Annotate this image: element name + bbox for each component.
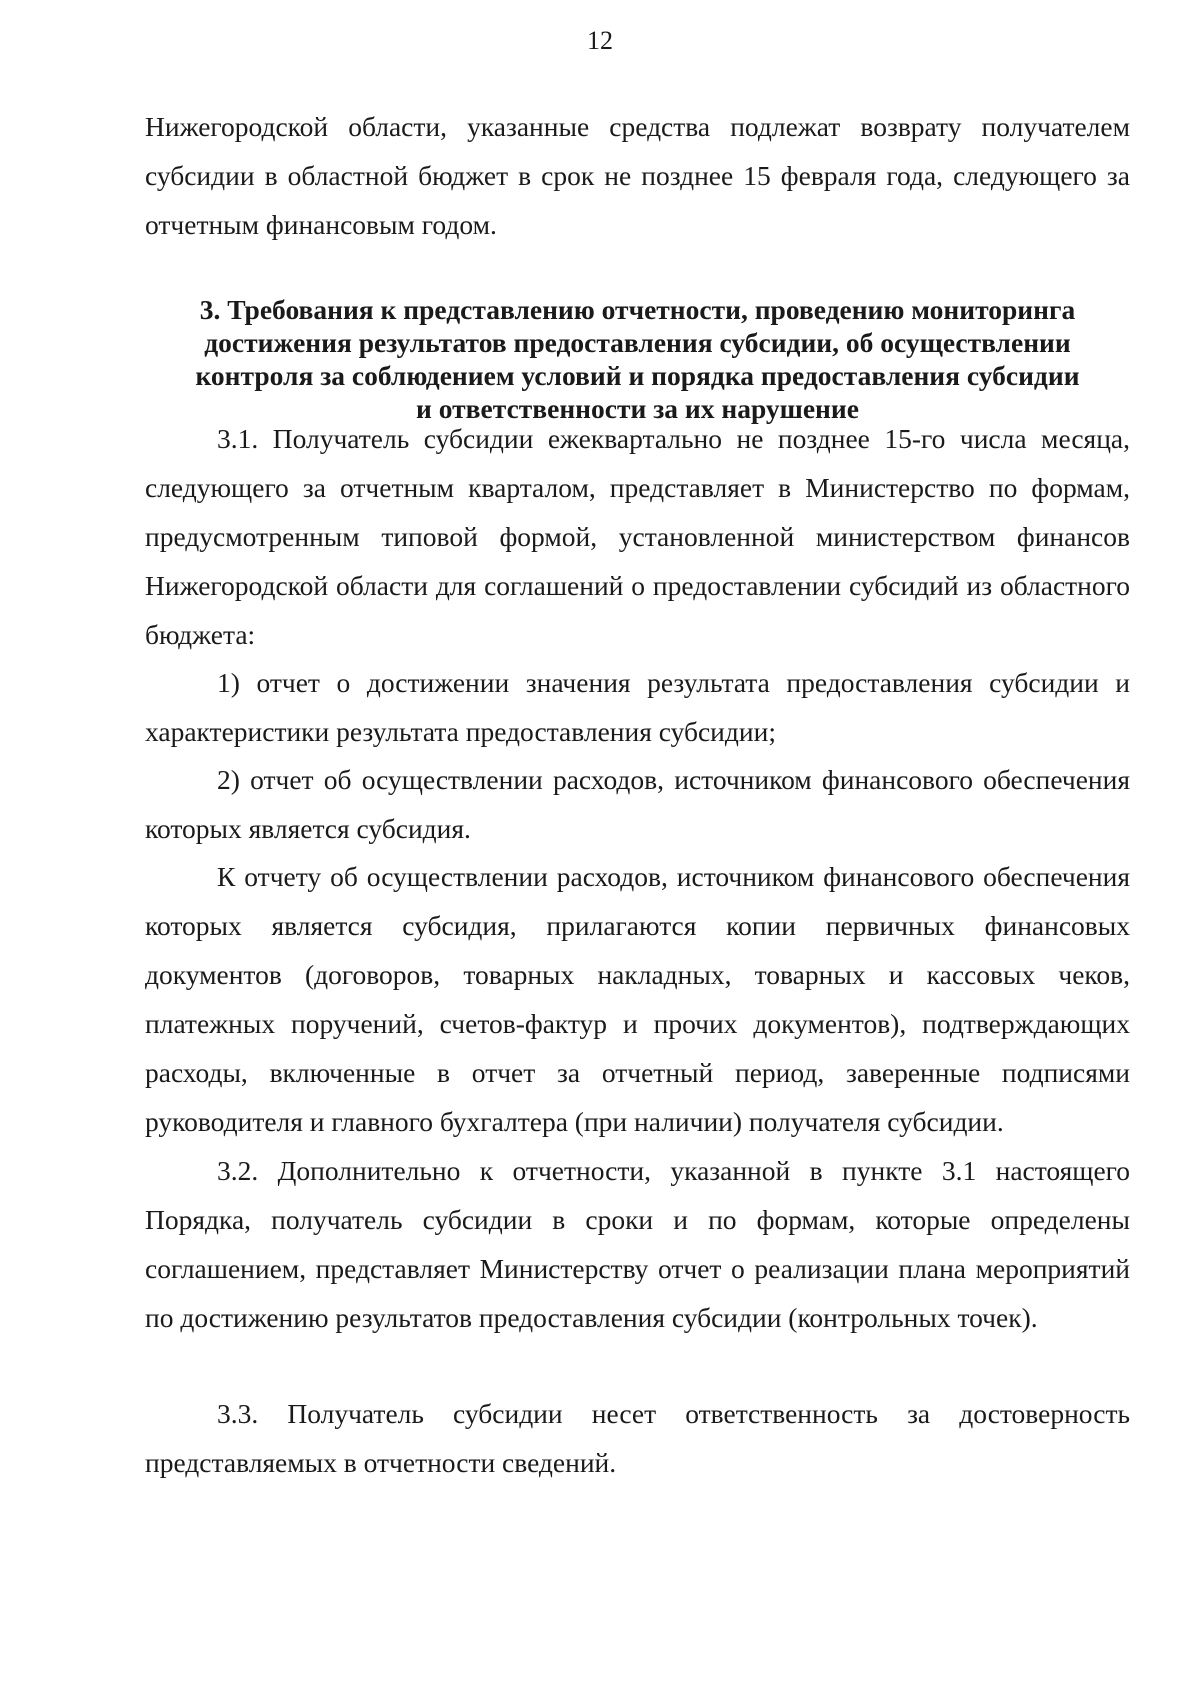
paragraph-item-2: 2) отчет об осуществлении расходов, источником финансового обеспечения которых является субсидия.	[145, 764, 1130, 844]
paragraph-3-2: 3.2. Дополнительно к отчетности, указанной в пункте 3.1 настоящего Порядка, получатель субсидии в сроки и по формам, которые определены соглашением, представляет Министерству отчет о реализации плана мероприятий по достижению результатов предоставления субсидии (контрольных точек).	[145, 1155, 1130, 1333]
paragraph-3-1: 3.1. Получатель субсидии ежеквартально не позднее 15-го числа месяца, следующего за отчетным кварталом, представляет в Министерство по формам, предусмотренным типовой формой, установленной министерством финансов Нижегородской области для соглашений о предоставлении субсидий из областного бюджета:	[145, 423, 1130, 650]
page-number: 12	[587, 26, 613, 55]
section-heading-line: контроля за соблюдением условий и порядка предоставления субсидии	[195, 360, 1080, 391]
paragraph-continuation: Нижегородской области, указанные средства подлежат возврату получателем субсидии в областной бюджет в срок не позднее 15 февраля года, следующего за отчетным финансовым годом.	[145, 111, 1130, 240]
section-heading	[145, 293, 1130, 425]
paragraph-3-3: 3.3. Получатель субсидии несет ответственность за достоверность представляемых в отчетности сведений.	[145, 1398, 1130, 1478]
paragraph-attachments: К отчету об осуществлении расходов, источником финансового обеспечения которых является субсидия, прилагаются копии первичных финансовых документов (договоров, товарных накладных, товарных и кассовых чеков, платежных поручений, счетов-фактур и прочих документов), подтверждающих расходы, включенные в отчет за отчетный период, заверенные подписями руководителя и главного бухгалтера (при наличии) получателя субсидии.	[145, 861, 1130, 1137]
paragraph-item-1: 1) отчет о достижении значения результата предоставления субсидии и характеристики результата предоставления субсидии;	[145, 667, 1130, 747]
section-heading-line: 3. Требования к представлению отчетности, проведению мониторинга	[199, 294, 1076, 325]
section-heading-line: и ответственности за их нарушение	[416, 393, 859, 424]
section-heading-line: достижения результатов предоставления субсидии, об осуществлении	[204, 327, 1071, 358]
